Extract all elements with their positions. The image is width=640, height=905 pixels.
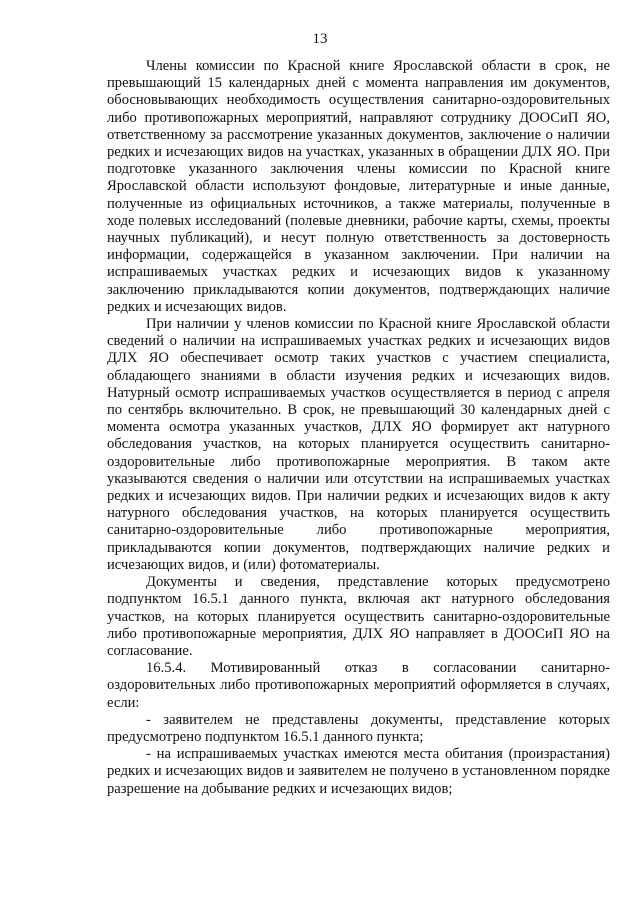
- page-number: 13: [312, 31, 328, 47]
- paragraph-refusal-grounds: 16.5.4. Мотивированный отказ в согласовании санитарно-оздоровительных либо противопожарных мероприятий оформляется в случаях, если:: [107, 660, 610, 711]
- paragraph-documents-submission: Документы и сведения, представление которых предусмотрено подпунктом 16.5.1 данного пункта, включая акт натурного обследования участков, на которых планируется осуществить санитарно-оздоровительные либо противопожарные мероприятия, ДЛХ ЯО направляет в ДООСиП ЯО на согласование.: [107, 574, 610, 659]
- paragraph-field-inspection: При наличии у членов комиссии по Красной книге Ярославской области сведений о наличии на испрашиваемых участках редких и исчезающих видов ДЛХ ЯО обеспечивает осмотр таких участков с участием специалиста, обладающего знаниями в области изучения редких и исчезающих видов. Натурный осмотр испрашиваемых участков осуществляется в период с апреля по сентябрь включительно. В срок, не превышающий 30 календарных дней с момента осмотра указанных участков, ДЛХ ЯО формирует акт натурного обследования участков, на которых планируется осуществить санитарно-оздоровительные либо противопожарные мероприятия. В таком акте указываются сведения о наличии или отсутствии на испрашиваемых участках редких и исчезающих видов. При наличии редких и исчезающих видов к акту натурного обследования участков, на которых планируется осуществить санитарно-оздоровительные либо противопожарные мероприятия, прикладываются копии документов, подтверждающих наличие редких и исчезающих видов, и (или) фотоматериалы.: [107, 316, 610, 573]
- list-item-missing-documents: - заявителем не представлены документы, представление которых предусмотрено подпунктом 16.5.1 данного пункта;: [107, 711, 610, 745]
- list-item-no-permit: - на испрашиваемых участках имеются места обитания (произрастания) редких и исчезающих видов и заявителем не получено в установленном порядке разрешение на добывание редких и исчезающих видов;: [107, 746, 610, 797]
- paragraph-commission-conclusion: Члены комиссии по Красной книге Ярославской области в срок, не превышающий 15 календарных дней с момента направления им документов, обосновывающих необходимость осуществления санитарно-оздоровительных либо противопожарных мероприятий, направляют сотруднику ДООСиП ЯО, ответственному за рассмотрение указанных документов, заключение о наличии редких и исчезающих видов на участках, указанных в обращении ДЛХ ЯО. При подготовке указанного заключения члены комиссии по Красной книге Ярославской области используют фондовые, литературные и иные данные, полученные из официальных источников, а также материалы, полученные в ходе полевых исследований (полевые дневники, рабочие карты, схемы, проекты научных публикаций), и несут полную ответственность за достоверность информации, содержащейся в указанном заключении. При наличии на испрашиваемых участках редких и исчезающих видов к указанному заключению прикладываются копии документов, подтверждающих наличие редких и исчезающих видов.: [107, 58, 610, 315]
- body-text: [107, 58, 610, 798]
